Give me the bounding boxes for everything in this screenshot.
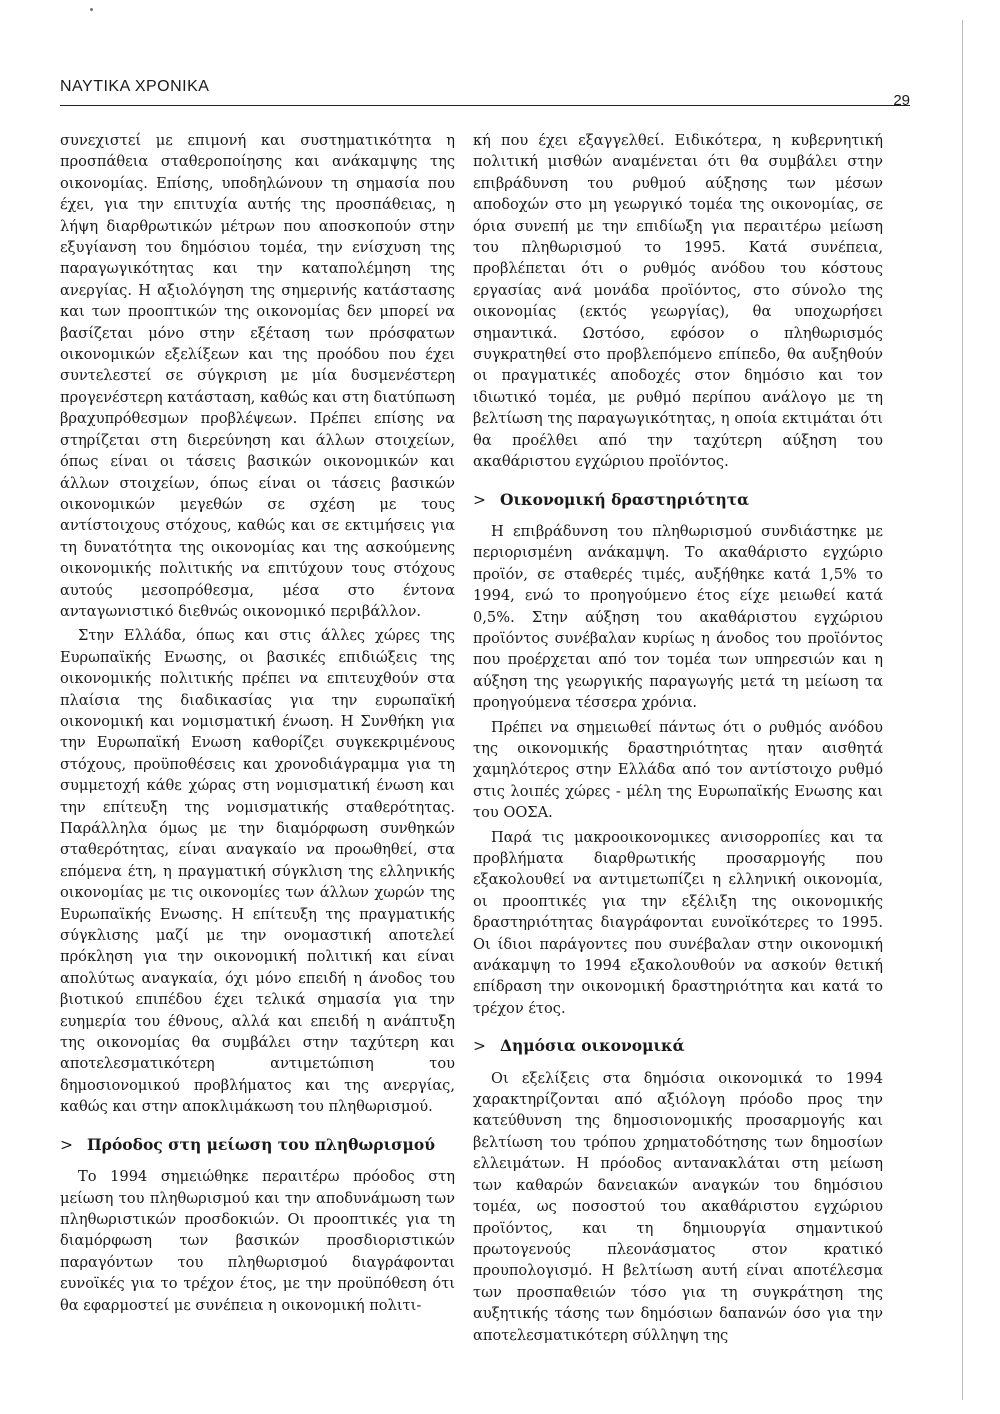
right-column	[473, 130, 883, 1346]
section-heading	[473, 489, 883, 511]
paragraph: Πρέπει να σημειωθεί πάντως ότι ο ρυθμός ανόδου της οικονομικής δραστηριότητας ηταν αισθητά χαμηλότερος στην Ελλάδα από τον αντίστοιχο ρυθμό στις λοιπές χώρες - μέλη της Ευρωπαϊκής Ενωσης και του ΟΟΣΑ.	[473, 718, 883, 822]
section-marker: >	[60, 1135, 73, 1154]
section-marker: >	[473, 490, 486, 509]
scan-speck	[90, 8, 93, 11]
page-header	[60, 78, 910, 109]
paragraph: Το 1994 σημειώθηκε περαιτέρω πρόοδος στη μείωση του πληθωρισμού και την αποδυνάμωση των πληθωριστικών προσδοκιών. Οι προοπτικές για τη διαμόρφωση των βασικών προσδιοριστικών παραγόντων του πληθωρισμού διαγράφονται ευνοϊκές για το τρέχον έτος, με την προϋπόθεση ότι θα εφαρμοστεί με συνέπεια η οικονομική πολιτι-	[60, 1168, 455, 1314]
section-heading-text: Πρόοδος στη μείωση του πληθωρισμού	[87, 1134, 435, 1154]
page-edge	[962, 20, 963, 1400]
page-number: 29	[893, 92, 910, 109]
journal-title: ΝΑΥΤΙΚΑ ΧΡΟΝΙΚΑ	[60, 78, 210, 95]
left-column	[60, 130, 455, 1316]
header-rule	[60, 105, 910, 106]
section-heading	[473, 1035, 883, 1057]
section-heading	[60, 1134, 455, 1156]
paragraph: Η επιβράδυνση του πληθωρισμού συνδιάστηκε με περιορισμένη ανάκαμψη. Το ακαθάριστο εγχώριο προϊόν, σε σταθερές τιμές, αυξήθηκε κατά 1,5% το 1994, ενώ το προηγούμενο έτος είχε μειωθεί κατά 0,5%. Στην αύξηση του ακαθάριστου εγχώριου προϊόντος συνέβαλαν κυρίως η άνοδος του προϊόντος που προέρχεται από τον τομέα των υπηρεσιών και η αύξηση της γεωργικής παραγωγής μετά τη μείωση τα προηγούμενα τέσσερα χρόνια.	[473, 522, 883, 712]
paragraph: συνεχιστεί με επιμονή και συστηματικότητα η προσπάθεια σταθεροποίησης και ανάκαμψης της οικονομίας. Επίσης, υποδηλώνουν τη σημασία που έχει, για την επιτυχία αυτής της προσπάθειας, η λήψη διαρθρωτικών μέτρων που αποσκοπούν στην εξυγίανση του δημόσιου τομέα, την ενίσχυση της παραγωγικότητας και την καταπολέμηση της ανεργίας. Η αξιολόγηση της σημερινής κατάστασης και των προοπτικών της οικονομίας δεν μπορεί να βασίζεται μόνο στην εξέταση των πρόσφατων οικονομικών εξελίξεων και της προόδου που έχει συντελεστεί σε σύγκριση με μία δυσμενέστερη προγενέστερη κατάσταση, καθώς και στη διατύπωση βραχυπρόθεσμων προβλέψεων. Πρέπει επίσης να στηρίζεται στη διερεύνηση και άλλων στοιχείων, όπως είναι οι τάσεις βασικών οικονομικών και άλλων στοιχείων, όπως είναι οι τάσεις βασικών οικονομικών μεγεθών σε σχέση με τους αντίστοιχους στόχους, καθώς και σε εκτιμήσεις για τη δυνατότητα της οικονομίας και της ασκούμενης οικονομικής πολιτικής να επιτύχουν τους στόχους αυτούς μεσοπρόθεσμα, μέσα στο έντονα ανταγωνιστικό διεθνώς οικονομικό περιβάλλον.	[60, 132, 455, 620]
section-heading-text: Δημόσια οικονομικά	[500, 1036, 685, 1056]
paragraph: Παρά τις μακροοικονομικες ανισορροπίες και τα προβλήματα διαρθρωτικής προσαρμογής που εξακολουθεί να αντιμετωπίζει η ελληνική οικονομία, οι προοπτικές για την εξέλιξη της οικονομικής δραστηριότητας διαγράφονται ευνοϊκότερες το 1995. Οι ίδιοι παράγοντες που συνέβαλαν στην οικονομική ανάκαμψη το 1994 εξακολουθούν να ασκούν θετική επίδραση την οικονομική δραστηριότητα και κατά το τρέχον έτος.	[473, 828, 883, 1017]
paragraph: Στην Ελλάδα, όπως και στις άλλες χώρες της Ευρωπαϊκής Ενωσης, οι βασικές επιδιώξεις της οικονομικής πολιτικής πρέπει να επιτευχθούν στα πλαίσια της διαδικασίας για την ευρωπαϊκή οικονομική και νομισματική ένωση. Η Συνθήκη για την Ευρωπαϊκή Ενωση καθορίζει συγκεκριμένους στόχους, προϋποθέσεις και χρονοδιάγραμμα για τη συμμετοχή κάθε χώρας στη νομισματική ένωση και την επίτευξη της νομισματικής σταθερότητας. Παράλληλα όμως με την διαμόρφωση συνθηκών σταθερότητας, είναι αναγκαίο να προωθηθεί, στα επόμενα έτη, η πραγματική σύγκλιση της ελληνικής οικονομίας με τις οικονομίες των άλλων χωρών της Ευρωπαϊκής Ενωσης. Η επίτευξη της πραγματικής σύγκλισης μαζί με την ονομαστική αποτελεί πρόκληση για την οικονομική πολιτική και είναι απολύτως αναγκαία, όχι μόνο επειδή η άνοδος του βιοτικού επιπέδου έχει τελικά σημασία για την ευημερία του έθνους, αλλά και επειδή η ανάπτυξη της οικονομίας θα συμβάλει στην ταχύτερη και αποτελεσματικότερη αντιμετώπιση του δημοσιονομικού προβλήματος και της ανεργίας, καθώς και στην αποκλιμάκωση του πληθωρισμού.	[60, 627, 455, 1116]
section-heading-text: Οικονομική δραστηριότητα	[500, 489, 750, 509]
paragraph: κή που έχει εξαγγελθεί. Ειδικότερα, η κυβερνητική πολιτική μισθών αναμένεται ότι θα συμβάλει στην επιβράδυνση του ρυθμού αύξησης των μέσων αποδοχών στο μη γεωργικό τομέα της οικονομίας, σε όρια συνεπή με την επιδίωξη για περαιτέρω μείωση του πληθωρισμού το 1995. Κατά συνέπεια, προβλέπεται ότι ο ρυθμός ανόδου του κόστους εργασίας ανά μονάδα προϊόντος, στο σύνολο της οικονομίας (εκτός γεωργίας), θα υποχωρήσει σημαντικά. Ωστόσο, εφόσον ο πληθωρισμός συγκρατηθεί στο προβλεπόμενο επίπεδο, θα αυξηθούν οι πραγματικές αποδοχές στον δημόσιο και τον ιδιωτικό τομέα, με ρυθμό περίπου ανάλογο με τη βελτίωση της παραγωγικότητας, η οποία εκτιμάται ότι θα προέλθει από την ταχύτερη αύξηση του ακαθάριστου εγχώριου προϊόντος.	[473, 132, 883, 471]
paragraph: Οι εξελίξεις στα δημόσια οικονομικά το 1994 χαρακτηρίζονται από αξιόλογη πρόοδο προς την κατεύθυνση της δημοσιονομικής προσαρμογής και βελτίωση του τρόπου χρηματοδότησης των δημοσίων ελλειμάτων. Η πρόοδος αντανακλάται στη μείωση των καθαρών δανειακών αναγκών του δημόσιου τομέα, ως ποσοστού του ακαθάριστου εγχώριου προϊόντος, και τη δημιουργία σημαντικού πρωτογενούς πλεονάσματος στον κρατικό προυπολογισμό. Η βελτίωση αυτή είναι αποτέλεσμα των προσπαθειών τόσο για τη συγκράτηση της αυξητικής τάσης των δημόσιων δαπανών όσο για την αποτελεσματικότερη σύλληψη της	[473, 1069, 883, 1344]
section-marker: >	[473, 1037, 486, 1056]
